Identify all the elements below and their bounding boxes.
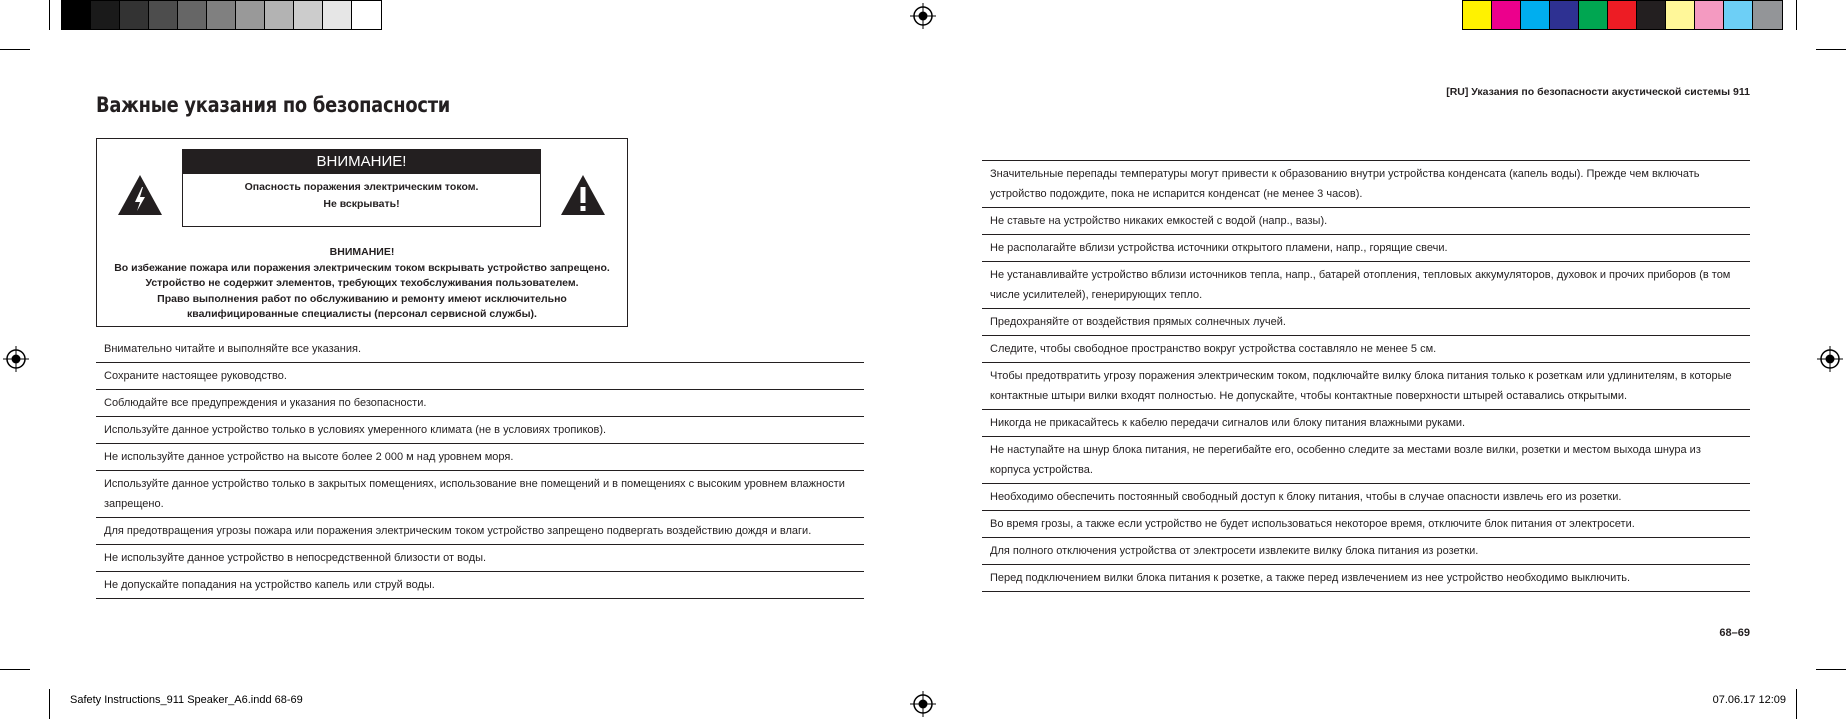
list-item: Соблюдайте все предупреждения и указания по безопасности. — [96, 390, 864, 417]
color-swatch — [62, 1, 91, 29]
list-item: Следите, чтобы свободное пространство вокруг устройства составляло не менее 5 см. — [982, 336, 1750, 363]
list-item: Необходимо обеспечить постоянный свободный доступ к блоку питания, чтобы в случае опасности извлечь его из розетки. — [982, 484, 1750, 511]
list-item: Не наступайте на шнур блока питания, не перегибайте его, особенно следите за местами возле вилки, розетки и местом выхода шнура из корпуса устройства. — [982, 437, 1750, 484]
color-swatch — [1695, 1, 1724, 29]
list-item: Используйте данное устройство только в условиях умеренного климата (не в условиях тропиков). — [96, 417, 864, 444]
registration-mark-icon — [1817, 346, 1843, 372]
page-number: 68–69 — [1719, 627, 1750, 639]
list-item: Внимательно читайте и выполняйте все указания. — [96, 336, 864, 363]
color-swatch — [265, 1, 294, 29]
color-swatch — [1521, 1, 1550, 29]
color-swatch — [1550, 1, 1579, 29]
registration-mark-icon — [3, 346, 29, 372]
color-swatch — [120, 1, 149, 29]
crop-mark — [1796, 689, 1797, 719]
slug-filename: Safety Instructions_911 Speaker_A6.indd 68-69 — [70, 694, 303, 706]
color-swatch — [91, 1, 120, 29]
crop-mark — [1796, 0, 1797, 30]
color-swatch — [352, 1, 381, 29]
warning-body-title: ВНИМАНИЕ! — [329, 246, 395, 258]
exclamation-warning-icon — [559, 173, 607, 217]
grayscale-calibration-bar — [61, 0, 382, 30]
warning-inner-line: Не вскрывать! — [323, 198, 400, 210]
safety-list-right — [982, 160, 1750, 592]
list-item: Не используйте данное устройство на высоте более 2 000 м над уровнем моря. — [96, 444, 864, 471]
warning-inner-line: Опасность поражения электрическим током. — [244, 181, 479, 193]
registration-mark-icon — [910, 691, 936, 717]
crop-mark — [49, 689, 50, 719]
safety-list-left — [96, 336, 864, 599]
crop-mark — [49, 0, 50, 30]
list-item: Чтобы предотвратить угрозу поражения электрическим током, подключайте вилку блока питания только к розеткам или удлинителям, в которые контактные штыри вилки входят полностью. Не допускайте, чтобы контактные поверхности штырей оставались открытыми. — [982, 363, 1750, 410]
list-item: Значительные перепады температуры могут привести к образованию внутри устройства конденсата (капель воды). Прежде чем включать устройство подождите, пока не испарится конденсат (не менее 3 часов). — [982, 161, 1750, 208]
warning-inner-panel — [182, 149, 541, 227]
warning-body-line: Во избежание пожара или поражения электрическим током вскрывать устройство запрещено. — [114, 261, 610, 274]
list-item: Не устанавливайте устройство вблизи источников тепла, напр., батарей отопления, тепловых аккумуляторов, духовок и прочих приборов (в том числе усилителей), генерирующих тепло. — [982, 262, 1750, 309]
crop-mark — [0, 49, 30, 50]
warning-body-line: квалифицированные специалисты (персонал сервисной службы). — [187, 308, 537, 320]
list-item: Не располагайте вблизи устройства источники открытого пламени, напр., горящие свечи. — [982, 235, 1750, 262]
warning-body — [97, 245, 627, 323]
color-swatch — [323, 1, 352, 29]
color-swatch — [1463, 1, 1492, 29]
color-calibration-bar — [1462, 0, 1783, 30]
running-header: [RU] Указания по безопасности акустической системы 911 — [1446, 86, 1750, 98]
list-item: Перед подключением вилки блока питания к розетке, а также перед извлечением из нее устройство необходимо выключить. — [982, 565, 1750, 592]
list-item: Не допускайте попадания на устройство капель или струй воды. — [96, 572, 864, 599]
list-item: Не ставьте на устройство никаких емкостей с водой (напр., вазы). — [982, 208, 1750, 235]
color-swatch — [1492, 1, 1521, 29]
warning-box — [96, 138, 628, 327]
lightning-warning-icon — [116, 173, 164, 217]
color-swatch — [294, 1, 323, 29]
list-item: Для полного отключения устройства от электросети извлеките вилку блока питания из розетки. — [982, 538, 1750, 565]
list-item: Не используйте данное устройство в непосредственной близости от воды. — [96, 545, 864, 572]
warning-body-line: Устройство не содержит элементов, требующих техобслуживания пользователем. — [145, 277, 579, 289]
list-item: Сохраните настоящее руководство. — [96, 363, 864, 390]
list-item: Предохраняйте от воздействия прямых солнечных лучей. — [982, 309, 1750, 336]
color-swatch — [149, 1, 178, 29]
color-swatch — [1579, 1, 1608, 29]
slug-datetime: 07.06.17 12:09 — [1712, 694, 1786, 706]
crop-mark — [1816, 49, 1846, 50]
registration-mark-icon — [910, 3, 936, 29]
color-swatch — [1637, 1, 1666, 29]
color-swatch — [1724, 1, 1753, 29]
color-swatch — [1666, 1, 1695, 29]
color-swatch — [1608, 1, 1637, 29]
color-swatch — [178, 1, 207, 29]
list-item: Во время грозы, а также если устройство не будет использоваться некоторое время, отключите блок питания от электросети. — [982, 511, 1750, 538]
crop-mark — [1816, 669, 1846, 670]
color-swatch — [1753, 1, 1782, 29]
crop-mark — [0, 669, 30, 670]
warning-body-line: Право выполнения работ по обслуживанию и ремонту имеют исключительно — [157, 292, 567, 305]
page-title: Важные указания по безопасности — [96, 93, 451, 117]
list-item: Для предотвращения угрозы пожара или поражения электрическим током устройство запрещено подвергать воздействию дождя и влаги. — [96, 518, 864, 545]
color-swatch — [207, 1, 236, 29]
color-swatch — [236, 1, 265, 29]
list-item: Используйте данное устройство только в закрытых помещениях, использование вне помещений и в помещениях с высоким уровнем влажности запрещено. — [96, 471, 864, 518]
list-item: Никогда не прикасайтесь к кабелю передачи сигналов или блоку питания влажными руками. — [982, 410, 1750, 437]
warning-heading: ВНИМАНИЕ! — [183, 150, 540, 174]
